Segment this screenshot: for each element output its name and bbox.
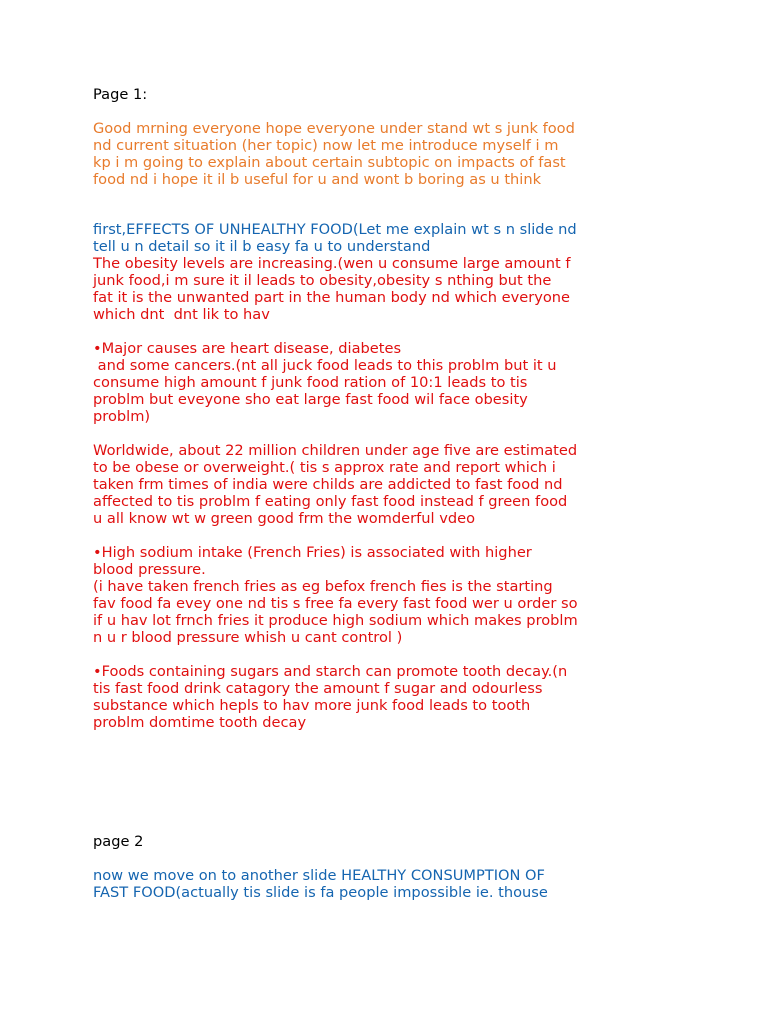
worldwide-line: Worldwide, about 22 million children under age five are estimated [93,442,578,459]
intro-line: nd current situation (her topic) now let me introduce myself i m [93,137,559,154]
document-page [93,86,693,901]
page-2-label: page 2 [93,833,144,850]
effects-heading-paragraph [93,221,693,255]
causes-line: problm) [93,408,151,425]
intro-line: food nd i hope it il b useful for u and wont b boring as u think [93,171,542,188]
obesity-line: The obesity levels are increasing.(wen u consume large amount f [93,255,571,272]
causes-line: consume high amount f junk food ration of 10:1 leads to tis [93,374,528,391]
sugar-line: problm domtime tooth decay [93,714,307,731]
sugar-paragraph [93,663,693,731]
worldwide-line: affected to tis problm f eating only fast food instead f green food [93,493,568,510]
sodium-line: (i have taken french fries as eg befox french fies is the starting [93,578,553,595]
intro-line: Good mrning everyone hope everyone under stand wt s junk food [93,120,575,137]
sodium-line: fav food fa evey one nd tis s free fa every fast food wer u order so [93,595,578,612]
obesity-line: fat it is the unwanted part in the human body nd which everyone [93,289,571,306]
effects-heading-line: tell u n detail so it il b easy fa u to understand [93,238,431,255]
causes-line: and some cancers.(nt all juck food leads to this problm but it u [93,357,557,374]
sugar-line: •Foods containing sugars and starch can promote tooth decay.(n [93,663,568,680]
causes-paragraph [93,340,693,425]
intro-line: kp i m going to explain about certain subtopic on impacts of fast [93,154,566,171]
sugar-line: substance which hepls to hav more junk food leads to tooth [93,697,531,714]
sodium-paragraph [93,544,693,646]
healthy-line: FAST FOOD(actually tis slide is fa people impossible ie. thouse [93,884,548,901]
page-1-label: Page 1: [93,86,148,103]
obesity-paragraph [93,255,693,323]
sodium-line: blood pressure. [93,561,206,578]
sugar-line: tis fast food drink catagory the amount f sugar and odourless [93,680,543,697]
causes-line: problm but eveyone sho eat large fast food wil face obesity [93,391,528,408]
obesity-line: which dnt dnt lik to hav [93,306,270,323]
sodium-line: •High sodium intake (French Fries) is associated with higher [93,544,532,561]
worldwide-line: taken frm times of india were childs are addicted to fast food nd [93,476,563,493]
sodium-line: n u r blood pressure whish u cant control ) [93,629,403,646]
sodium-line: if u hav lot frnch fries it produce high sodium which makes problm [93,612,578,629]
effects-heading-line: first,EFFECTS OF UNHEALTHY FOOD(Let me explain wt s n slide nd [93,221,577,238]
worldwide-line: to be obese or overweight.( tis s approx rate and report which i [93,459,556,476]
obesity-line: junk food,i m sure it il leads to obesity,obesity s nthing but the [93,272,552,289]
worldwide-line: u all know wt w green good frm the womderful vdeo [93,510,476,527]
worldwide-paragraph [93,442,693,527]
healthy-line: now we move on to another slide HEALTHY CONSUMPTION OF [93,867,545,884]
causes-line: •Major causes are heart disease, diabetes [93,340,402,357]
intro-paragraph [93,120,693,188]
healthy-consumption-paragraph [93,867,693,901]
